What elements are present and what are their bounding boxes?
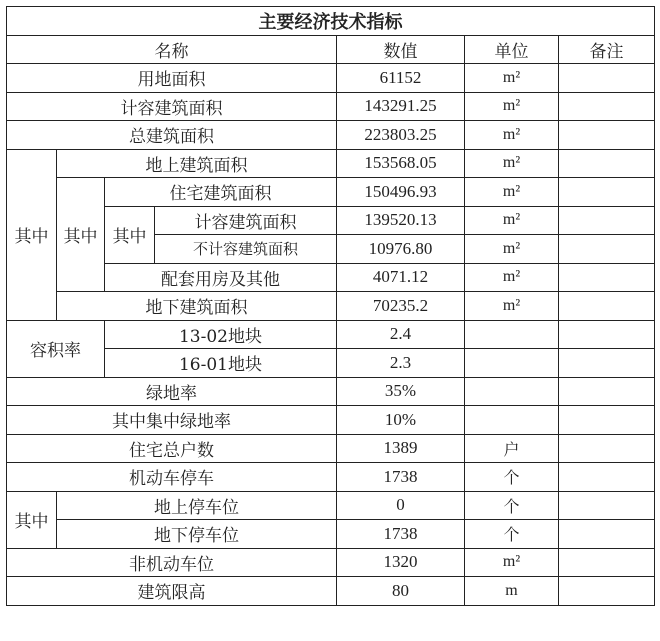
row-name: 住宅总户数 xyxy=(7,434,337,463)
row-remark xyxy=(559,434,655,463)
row-remark xyxy=(559,149,655,178)
row-remark xyxy=(559,206,655,235)
row-value: 1738 xyxy=(337,520,465,549)
table-row xyxy=(7,520,655,549)
row-remark xyxy=(559,263,655,292)
row-unit: m² xyxy=(465,235,559,264)
row-unit xyxy=(465,320,559,349)
row-remark xyxy=(559,548,655,577)
row-name: 住宅建筑面积 xyxy=(105,178,337,207)
row-remark xyxy=(559,64,655,93)
row-remark xyxy=(559,491,655,520)
row-unit xyxy=(465,377,559,406)
table-row xyxy=(7,491,655,520)
row-value: 35% xyxy=(337,377,465,406)
group-label-qizhong: 其中 xyxy=(7,491,57,548)
row-name: 地上停车位 xyxy=(57,491,337,520)
row-remark xyxy=(559,520,655,549)
header-remark: 备注 xyxy=(559,35,655,64)
row-name: 用地面积 xyxy=(7,64,337,93)
row-name: 其中集中绿地率 xyxy=(7,406,337,435)
row-unit: m² xyxy=(465,206,559,235)
row-value: 2.4 xyxy=(337,320,465,349)
row-name: 13-02地块 xyxy=(105,320,337,349)
header-value: 数值 xyxy=(337,35,465,64)
table-row xyxy=(7,320,655,349)
row-remark xyxy=(559,178,655,207)
row-unit xyxy=(465,349,559,378)
table-row xyxy=(7,463,655,492)
row-value: 2.3 xyxy=(337,349,465,378)
row-name: 计容建筑面积 xyxy=(155,206,337,235)
table-row xyxy=(7,406,655,435)
row-unit: m² xyxy=(465,92,559,121)
row-value: 0 xyxy=(337,491,465,520)
table-title: 主要经济技术指标 xyxy=(7,7,655,36)
row-name: 地下建筑面积 xyxy=(57,292,337,321)
row-value: 1320 xyxy=(337,548,465,577)
row-value: 4071.12 xyxy=(337,263,465,292)
row-name: 建筑限高 xyxy=(7,577,337,606)
row-value: 80 xyxy=(337,577,465,606)
row-name: 不计容建筑面积 xyxy=(155,235,337,264)
row-value: 61152 xyxy=(337,64,465,93)
table-row xyxy=(7,434,655,463)
table-row xyxy=(7,64,655,93)
row-remark xyxy=(559,121,655,150)
row-unit: m xyxy=(465,577,559,606)
row-value: 150496.93 xyxy=(337,178,465,207)
row-unit: 个 xyxy=(465,520,559,549)
row-unit: 个 xyxy=(465,463,559,492)
row-name: 非机动车位 xyxy=(7,548,337,577)
row-name: 总建筑面积 xyxy=(7,121,337,150)
group-label-qizhong: 其中 xyxy=(57,178,105,292)
table-row xyxy=(7,92,655,121)
table-row xyxy=(7,121,655,150)
row-remark xyxy=(559,463,655,492)
indicators-table xyxy=(6,6,655,606)
row-value: 143291.25 xyxy=(337,92,465,121)
row-name: 绿地率 xyxy=(7,377,337,406)
row-value: 10976.80 xyxy=(337,235,465,264)
row-remark xyxy=(559,406,655,435)
row-value: 10% xyxy=(337,406,465,435)
table-row xyxy=(7,292,655,321)
indicators-sheet xyxy=(6,6,654,635)
row-unit: m² xyxy=(465,64,559,93)
title-row xyxy=(7,7,655,36)
table-row xyxy=(7,349,655,378)
table-row xyxy=(7,377,655,406)
header-name: 名称 xyxy=(7,35,337,64)
header-unit: 单位 xyxy=(465,35,559,64)
row-name: 地下停车位 xyxy=(57,520,337,549)
row-unit: m² xyxy=(465,178,559,207)
row-value: 223803.25 xyxy=(337,121,465,150)
row-remark xyxy=(559,292,655,321)
row-remark xyxy=(559,320,655,349)
row-value: 139520.13 xyxy=(337,206,465,235)
row-name: 16-01地块 xyxy=(105,349,337,378)
group-label-qizhong: 其中 xyxy=(7,149,57,320)
row-unit: m² xyxy=(465,263,559,292)
row-name: 计容建筑面积 xyxy=(7,92,337,121)
table-row xyxy=(7,178,655,207)
row-unit: m² xyxy=(465,292,559,321)
row-name: 机动车停车 xyxy=(7,463,337,492)
row-name: 地上建筑面积 xyxy=(57,149,337,178)
row-remark xyxy=(559,235,655,264)
row-unit: 户 xyxy=(465,434,559,463)
row-unit xyxy=(465,406,559,435)
row-value: 70235.2 xyxy=(337,292,465,321)
row-unit: m² xyxy=(465,548,559,577)
table-row xyxy=(7,263,655,292)
table-row xyxy=(7,206,655,235)
row-remark xyxy=(559,377,655,406)
row-value: 1389 xyxy=(337,434,465,463)
row-value: 153568.05 xyxy=(337,149,465,178)
row-remark xyxy=(559,92,655,121)
row-unit: 个 xyxy=(465,491,559,520)
group-label-qizhong: 其中 xyxy=(105,206,155,263)
row-value: 1738 xyxy=(337,463,465,492)
table-row xyxy=(7,577,655,606)
row-name: 配套用房及其他 xyxy=(105,263,337,292)
row-remark xyxy=(559,349,655,378)
table-row xyxy=(7,149,655,178)
table-row xyxy=(7,548,655,577)
row-unit: m² xyxy=(465,149,559,178)
header-row xyxy=(7,35,655,64)
group-label-plot-ratio: 容积率 xyxy=(7,320,105,377)
row-unit: m² xyxy=(465,121,559,150)
row-remark xyxy=(559,577,655,606)
